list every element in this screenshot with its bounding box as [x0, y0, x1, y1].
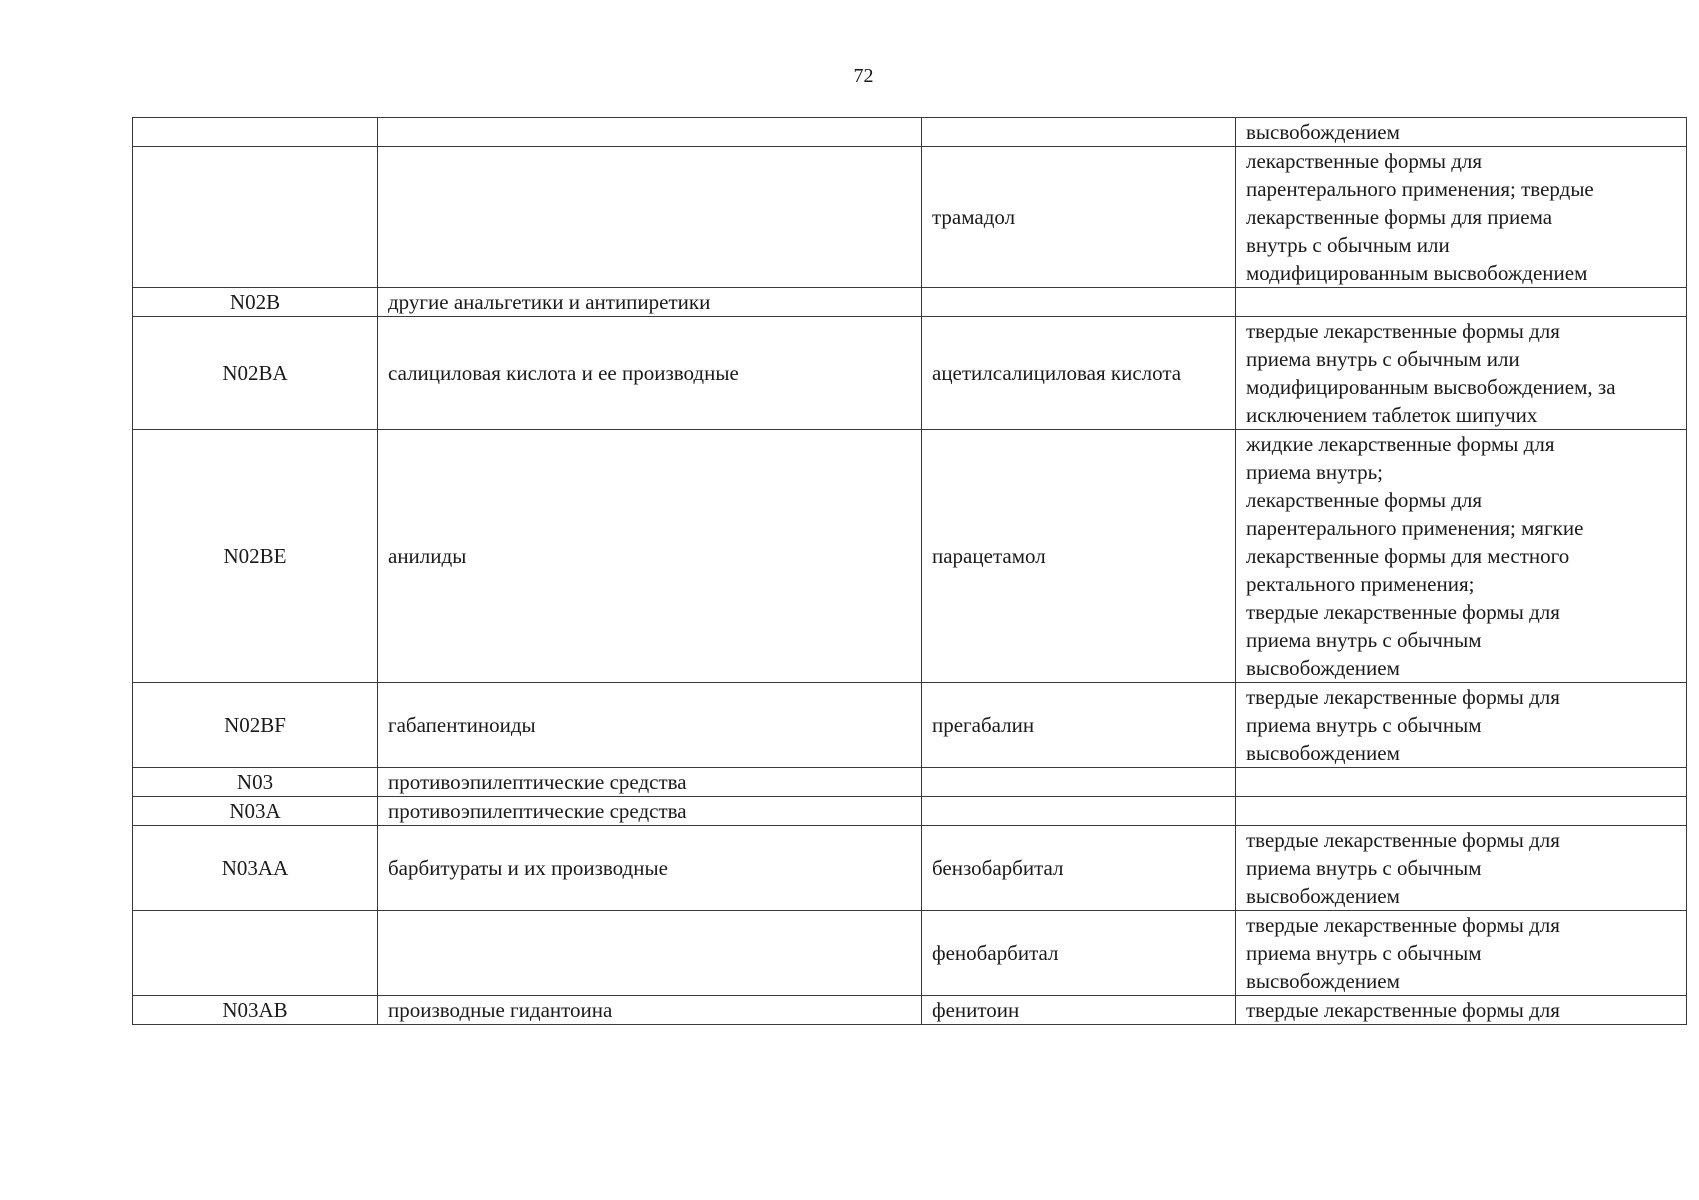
table-row	[133, 911, 1687, 996]
dosage-forms-cell	[1236, 288, 1687, 317]
drug-name-cell: бензобарбитал	[922, 826, 1236, 911]
page-number: 72	[853, 65, 874, 87]
table-row	[133, 317, 1687, 430]
dosage-forms-cell: твердые лекарственные формы для	[1236, 996, 1687, 1025]
table-row	[133, 797, 1687, 826]
dosage-forms-cell: жидкие лекарственные формы для приема внутрь; лекарственные формы для парентерального применения; мягкие лекарственные формы для местного ректального применения; твердые лекарственные формы для приема внутрь с обычным высвобождением	[1236, 430, 1687, 683]
dosage-forms-cell	[1236, 768, 1687, 797]
group-name-cell: другие анальгетики и антипиретики	[378, 288, 922, 317]
drug-name-cell: фенобарбитал	[922, 911, 1236, 996]
drug-name-cell	[922, 797, 1236, 826]
table-row	[133, 430, 1687, 683]
drug-name-cell	[922, 768, 1236, 797]
atc-code-cell	[133, 147, 378, 288]
drug-name-cell: парацетамол	[922, 430, 1236, 683]
atc-code-cell: N03	[133, 768, 378, 797]
drug-name-cell	[922, 288, 1236, 317]
group-name-cell: противоэпилептические средства	[378, 768, 922, 797]
atc-code-cell	[133, 911, 378, 996]
drug-name-cell: прегабалин	[922, 683, 1236, 768]
group-name-cell: салициловая кислота и ее производные	[378, 317, 922, 430]
atc-code-cell: N02BA	[133, 317, 378, 430]
group-name-cell	[378, 911, 922, 996]
group-name-cell	[378, 147, 922, 288]
group-name-cell: противоэпилептические средства	[378, 797, 922, 826]
dosage-forms-cell: твердые лекарственные формы для приема внутрь с обычным высвобождением	[1236, 911, 1687, 996]
table-row	[133, 768, 1687, 797]
drug-name-cell: фенитоин	[922, 996, 1236, 1025]
atc-code-cell	[133, 118, 378, 147]
dosage-forms-cell: твердые лекарственные формы для приема внутрь с обычным или модифицированным высвобождением, за исключением таблеток шипучих	[1236, 317, 1687, 430]
dosage-forms-cell: твердые лекарственные формы для приема внутрь с обычным высвобождением	[1236, 826, 1687, 911]
atc-code-cell: N02BE	[133, 430, 378, 683]
table-row	[133, 147, 1687, 288]
table-row	[133, 996, 1687, 1025]
table-row	[133, 826, 1687, 911]
dosage-forms-cell: высвобождением	[1236, 118, 1687, 147]
table-row	[133, 683, 1687, 768]
dosage-forms-cell	[1236, 797, 1687, 826]
group-name-cell: производные гидантоина	[378, 996, 922, 1025]
drug-name-cell: ацетилсалициловая кислота	[922, 317, 1236, 430]
atc-code-cell: N03AB	[133, 996, 378, 1025]
atc-code-cell: N02BF	[133, 683, 378, 768]
group-name-cell: анилиды	[378, 430, 922, 683]
group-name-cell: габапентиноиды	[378, 683, 922, 768]
dosage-forms-cell: лекарственные формы для парентерального применения; твердые лекарственные формы для приема внутрь с обычным или модифицированным высвобождением	[1236, 147, 1687, 288]
group-name-cell: барбитураты и их производные	[378, 826, 922, 911]
drug-name-cell	[922, 118, 1236, 147]
drug-table	[132, 117, 1687, 1025]
group-name-cell	[378, 118, 922, 147]
drug-name-cell: трамадол	[922, 147, 1236, 288]
table-row	[133, 118, 1687, 147]
atc-code-cell: N03A	[133, 797, 378, 826]
atc-code-cell: N03AA	[133, 826, 378, 911]
atc-code-cell: N02B	[133, 288, 378, 317]
dosage-forms-cell: твердые лекарственные формы для приема внутрь с обычным высвобождением	[1236, 683, 1687, 768]
table-row	[133, 288, 1687, 317]
